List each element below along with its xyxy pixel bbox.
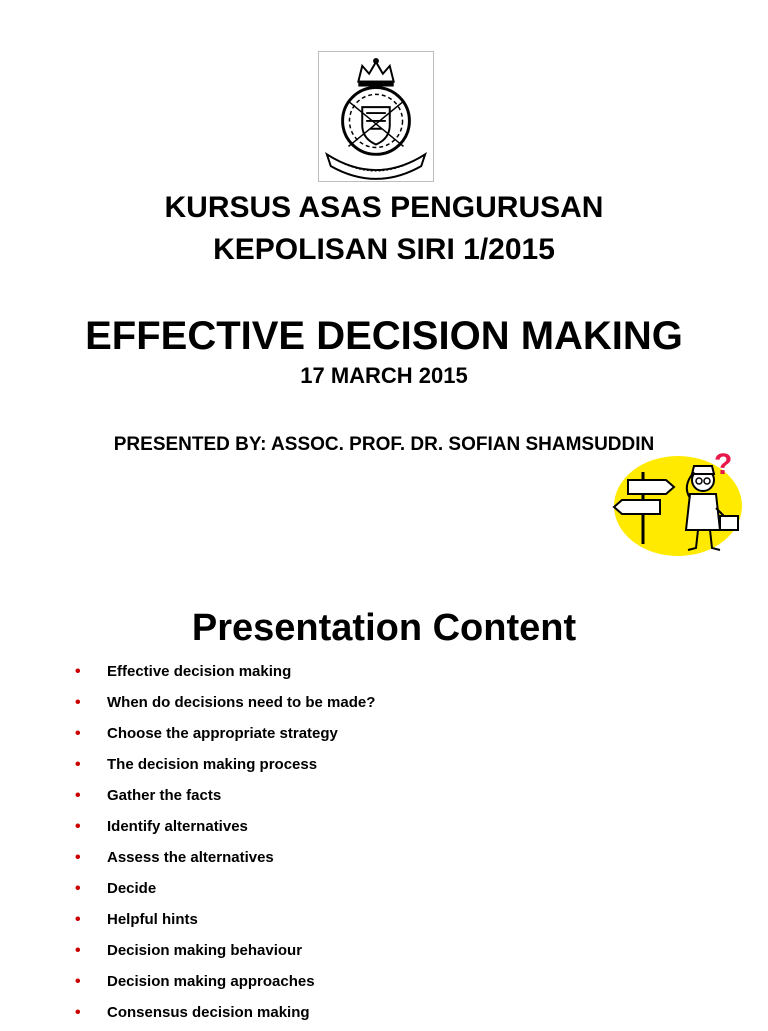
presentation-title: EFFECTIVE DECISION MAKING <box>85 314 683 358</box>
list-item-text: The decision making process <box>107 756 318 773</box>
bullet-dot-icon: • <box>75 787 81 804</box>
list-item <box>75 659 375 690</box>
question-mark-icon: ? <box>714 448 733 481</box>
list-item <box>75 1000 375 1031</box>
list-item-text: Identify alternatives <box>107 818 248 835</box>
list-item-text: Effective decision making <box>107 663 292 680</box>
list-item-text: Consensus decision making <box>107 1004 310 1021</box>
list-item-text: Helpful hints <box>107 911 198 928</box>
content-heading: Presentation Content <box>191 607 577 649</box>
bullet-dot-icon: • <box>75 818 81 835</box>
list-item-text: Decide <box>107 880 157 897</box>
police-crest-icon <box>319 52 433 181</box>
presentation-date: 17 MARCH 2015 <box>300 363 468 388</box>
confused-man-signpost-icon <box>608 450 758 560</box>
course-title-line2: KEPOLISAN SIRI 1/2015 <box>213 233 555 266</box>
list-item <box>75 814 375 845</box>
course-title-line1: KURSUS ASAS PENGURUSAN <box>164 191 604 224</box>
list-item <box>75 876 375 907</box>
bullet-dot-icon: • <box>75 973 81 990</box>
bullet-dot-icon: • <box>75 849 81 866</box>
content-list <box>75 659 375 1031</box>
list-item <box>75 938 375 969</box>
list-item <box>75 690 375 721</box>
list-item-text: When do decisions need to be made? <box>107 694 376 711</box>
list-item-text: Decision making approaches <box>107 973 315 990</box>
list-item-text: Decision making behaviour <box>107 942 303 959</box>
bullet-dot-icon: • <box>75 911 81 928</box>
bullet-dot-icon: • <box>75 880 81 897</box>
police-crest <box>318 51 434 182</box>
list-item <box>75 969 375 1000</box>
bullet-dot-icon: • <box>75 694 81 711</box>
list-item <box>75 783 375 814</box>
bullet-dot-icon: • <box>75 756 81 773</box>
list-item <box>75 845 375 876</box>
presenter-line: PRESENTED BY: ASSOC. PROF. DR. SOFIAN SHAMSUDDIN <box>113 434 655 455</box>
list-item <box>75 907 375 938</box>
bullet-dot-icon: • <box>75 725 81 742</box>
list-item <box>75 752 375 783</box>
list-item-text: Gather the facts <box>107 787 222 804</box>
list-item-text: Choose the appropriate strategy <box>107 725 338 742</box>
list-item <box>75 721 375 752</box>
bullet-dot-icon: • <box>75 663 81 680</box>
bullet-dot-icon: • <box>75 942 81 959</box>
list-item-text: Assess the alternatives <box>107 849 274 866</box>
bullet-dot-icon: • <box>75 1004 81 1021</box>
